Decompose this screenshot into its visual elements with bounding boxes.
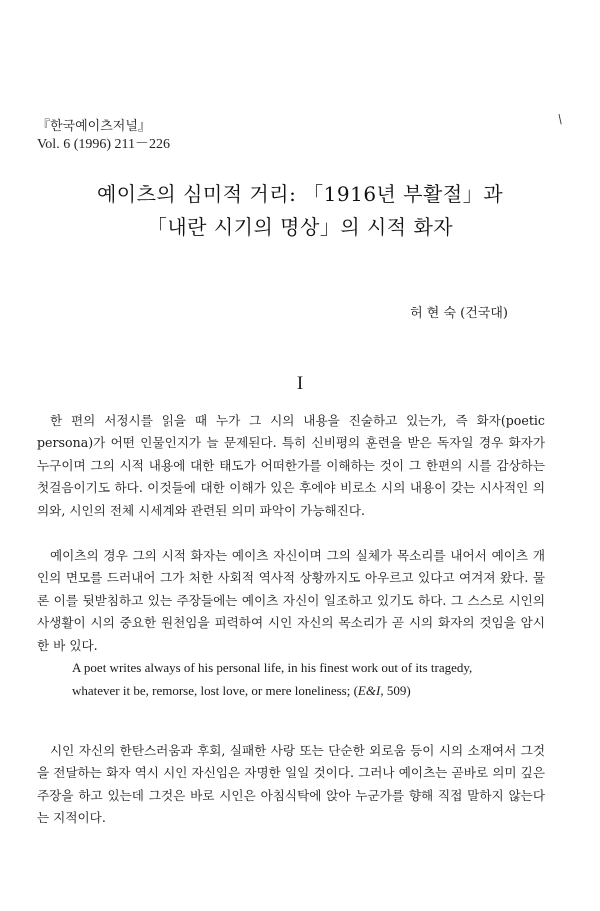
- quote-citation: E&I: [357, 683, 381, 698]
- block-quote: [72, 656, 552, 702]
- paragraph-3: 시인 자신의 한탄스러움과 후회, 실패한 사랑 또는 단순한 외로움 등이 시의 소재여서 그것을 전달하는 화자 역시 시인 자신임은 자명한 일일 것이다. 그러나 예이츠는 곧바로 의미 깊은 주장을 하고 있는데 그것은 바로 시인은 아침식탁에 앉아 누군가를 향해 직접 말하지 않는다는 지적이다.: [37, 743, 545, 826]
- quote-text: whatever it be, remorse, lost love, or mere loneliness; (: [72, 683, 358, 698]
- quote-page: , 509): [380, 683, 411, 698]
- paragraph-2: 예이츠의 경우 그의 시적 화자는 예이츠 자신이며 그의 실체가 목소리를 내어서 예이츠 개인의 면모를 드러내어 그가 처한 사회적 역사적 상황까지도 아우르고 있다고 여겨져 왔다. 물론 이를 뒷받침하고 있는 주장들에는 예이츠 자신이 일조하고 있기도 하다. 그 스스로 시인의 사생활이 시의 중요한 원천임을 피력하여 시인 자신의 목소리가 곧 시의 화자의 것임을 암시한 바 있다.: [37, 548, 545, 653]
- section-heading: I: [296, 373, 304, 394]
- volume-info: Vol. 6 (1996) 211－226: [37, 137, 170, 152]
- author-affiliation: 허 현 숙 (건국대): [410, 306, 508, 321]
- title-line-1: 예이츠의 심미적 거리: 「1916년 부활절」과: [96, 182, 504, 206]
- paragraph-1: 한 편의 서정시를 읽을 때 누가 그 시의 내용을 진술하고 있는가, 즉 화자(poetic persona)가 어떤 인물인지가 늘 문제된다. 특히 신비평의 훈련을 받은 독자일 경우 화자가 누구이며 그의 시적 내용에 대한 태도가 어떠한가를 이해하는 것이 그 한편의 시를 감상하는 첫걸음이기도 하다. 이것들에 대한 이해가 있은 후에야 비로소 시의 내용이 갖는 시사적인 의의와, 시인의 전체 시세계와 관련된 의미 파악이 가능해진다.: [37, 413, 545, 518]
- quote-line-2: [72, 679, 552, 702]
- margin-mark: /: [554, 111, 566, 127]
- quote-line-1: A poet writes always of his personal life, in his finest work out of its tragedy,: [72, 660, 473, 675]
- title-line-2: 「내란 시기의 명상」의 시적 화자: [146, 215, 454, 239]
- journal-name: 『한국예이츠저널』: [37, 119, 151, 134]
